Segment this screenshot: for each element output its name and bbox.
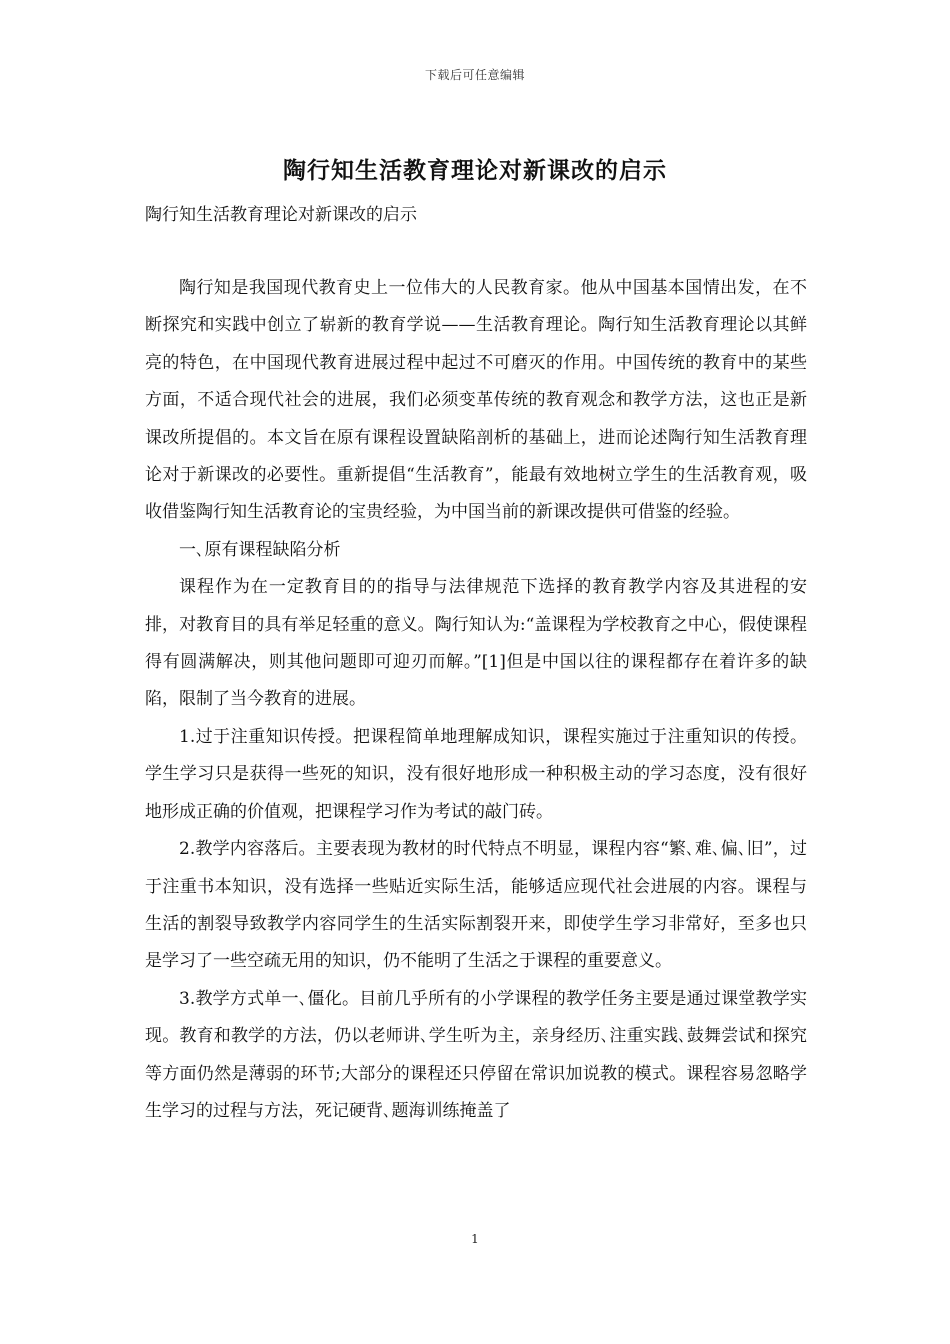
page-number: 1 [471, 1232, 479, 1246]
header-note: 下载后可任意编辑 [424, 68, 525, 82]
paragraph-intro: 陶行知是我国现代教育史上一位伟大的人民教育家。他从中国基本国情出发，在不断探究和实践中创立了崭新的教育学说——生活教育理论。陶行知生活教育理论以其鲜亮的特色，在中国现代教育进展过程中起过不可磨灭的作用。中国传统的教育中的某些方面，不适合现代社会的进展，我们必须变革传统的教育观念和教学方法，这也正是新课改所提倡的。本文旨在原有课程设置缺陷剖析的基础上，进而论述陶行知生活教育理论对于新课改的必要性。重新提倡“生活教育”，能最有效地树立学生的生活教育观，吸收借鉴陶行知生活教育论的宝贵经验，为中国当前的新课改提供可借鉴的经验。 [145, 278, 807, 523]
paragraph-point-3: 3.教学方式单一､僵化。目前几乎所有的小学课程的教学任务主要是通过课堂教学实现。教育和教学的方法，仍以老师讲､学生听为主，亲身经历､注重实践､鼓舞尝试和探究等方面仍然是薄弱的环节;大部分的课程还只停留在常识加说教的模式。课程容易忽略学生学习的过程与方法，死记硬背､题海训练掩盖了 [145, 988, 807, 1121]
paragraph-point-2: 2.教学内容落后。主要表现为教材的时代特点不明显，课程内容“繁､难､偏､旧”，过于注重书本知识，没有选择一些贴近实际生活，能够适应现代社会进展的内容。课程与生活的割裂导致教学内容同学生的生活实际割裂开来，即使学生学习非常好，至多也只是学习了一些空疏无用的知识，仍不能明了生活之于课程的重要意义。 [145, 839, 807, 972]
paragraph-point-1: 1.过于注重知识传授。把课程简单地理解成知识，课程实施过于注重知识的传授。学生学习只是获得一些死的知识，没有很好地形成一种积极主动的学习态度，没有很好地形成正确的价值观，把课程学习作为考试的敲门砖。 [145, 726, 807, 822]
section-heading-1: 一､原有课程缺陷分析 [179, 539, 341, 560]
document-subtitle: 陶行知生活教育理论对新课改的启示 [145, 205, 417, 225]
document-title: 陶行知生活教育理论对新课改的启示 [283, 157, 667, 184]
document-body [145, 270, 807, 1130]
paragraph-curriculum: 课程作为在一定教育目的的指导与法律规范下选择的教育教学内容及其进程的安排，对教育目的具有举足轻重的意义。陶行知认为:“盖课程为学校教育之中心，假使课程得有圆满解决，则其他问题即可迎刃而解。”[1]但是中国以往的课程都存在着许多的缺陷，限制了当今教育的进展。 [145, 577, 807, 710]
